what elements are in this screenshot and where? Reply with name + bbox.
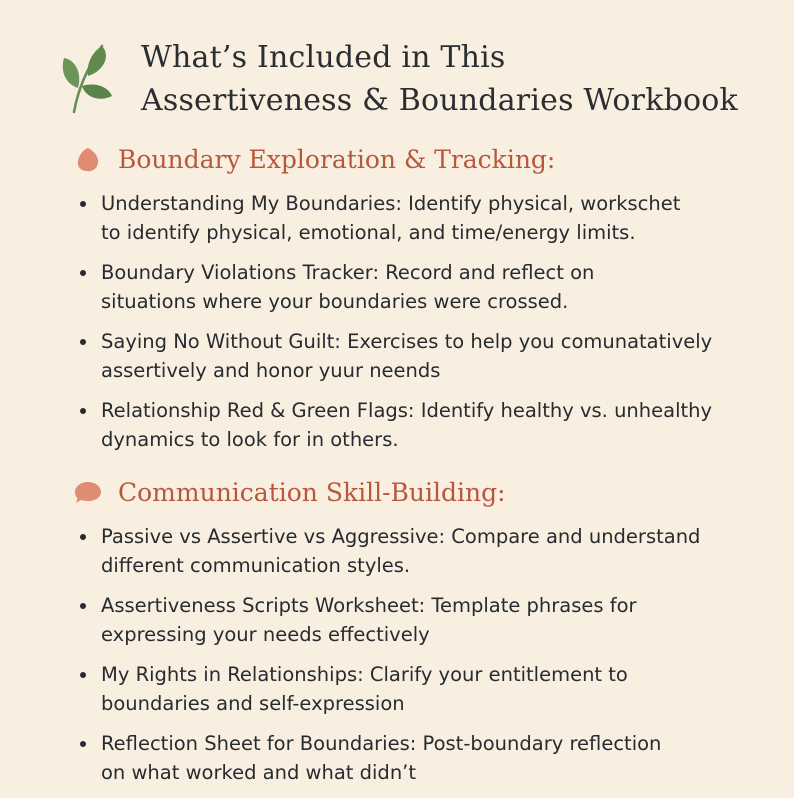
item-line-2: assertively and honor yuur neends	[101, 359, 441, 382]
list-item	[78, 522, 700, 580]
item-line-2: on what worked and what didn’t	[101, 761, 417, 784]
bullet-icon	[80, 534, 86, 540]
item-line-2: situations where your boundaries were crossed.	[101, 290, 569, 313]
item-line-2: to identify physical, emotional, and time/energy limits.	[101, 221, 636, 244]
list-item	[78, 327, 712, 385]
item-line-1: Passive vs Assertive vs Aggressive: Compare and understand	[101, 525, 701, 548]
bullet-icon	[80, 201, 86, 207]
list-item	[78, 189, 712, 247]
item-list	[78, 189, 712, 465]
section-heading-row	[72, 474, 506, 510]
item-line-1: Saying No Without Guilt: Exercises to help you comunatatively	[101, 330, 713, 353]
title-line-2: Assertiveness & Boundaries Workbook	[141, 83, 738, 118]
item-line-1: Boundary Violations Tracker: Record and reflect on	[101, 261, 595, 284]
item-list	[78, 522, 700, 798]
drop-icon	[72, 145, 104, 173]
item-line-2: different communication styles.	[101, 554, 411, 577]
list-item	[78, 660, 700, 718]
item-line-1: My Rights in Relationships: Clarify your entitlement to	[101, 663, 628, 686]
section-heading: Boundary Exploration & Tracking:	[118, 144, 556, 174]
item-line-1: Relationship Red & Green Flags: Identify healthy vs. unhealthy	[101, 399, 713, 422]
list-item	[78, 729, 700, 787]
list-item	[78, 396, 712, 454]
item-line-1: Reflection Sheet for Boundaries: Post-boundary reflection	[101, 732, 662, 755]
bullet-icon	[80, 603, 86, 609]
section-heading-row	[72, 141, 555, 177]
bullet-icon	[80, 408, 86, 414]
title-line-1: What’s Included in This	[141, 40, 506, 75]
bullet-icon	[80, 270, 86, 276]
bullet-icon	[80, 741, 86, 747]
leaf-icon	[60, 40, 114, 116]
bullet-icon	[80, 339, 86, 345]
item-line-2: dynamics to look for in others.	[101, 428, 399, 451]
item-line-1: Understanding My Boundaries: Identify physical, workschet	[101, 192, 681, 215]
section-heading: Communication Skill-Building:	[118, 477, 506, 507]
speech-bubble-icon	[72, 478, 104, 506]
item-line-2: boundaries and self-expression	[101, 692, 405, 715]
bullet-icon	[80, 672, 86, 678]
list-item	[78, 258, 712, 316]
page-title	[141, 36, 738, 122]
item-line-2: expressing your needs effectively	[101, 623, 430, 646]
item-line-1: Assertiveness Scripts Worksheet: Template phrases for	[101, 594, 637, 617]
list-item	[78, 591, 700, 649]
